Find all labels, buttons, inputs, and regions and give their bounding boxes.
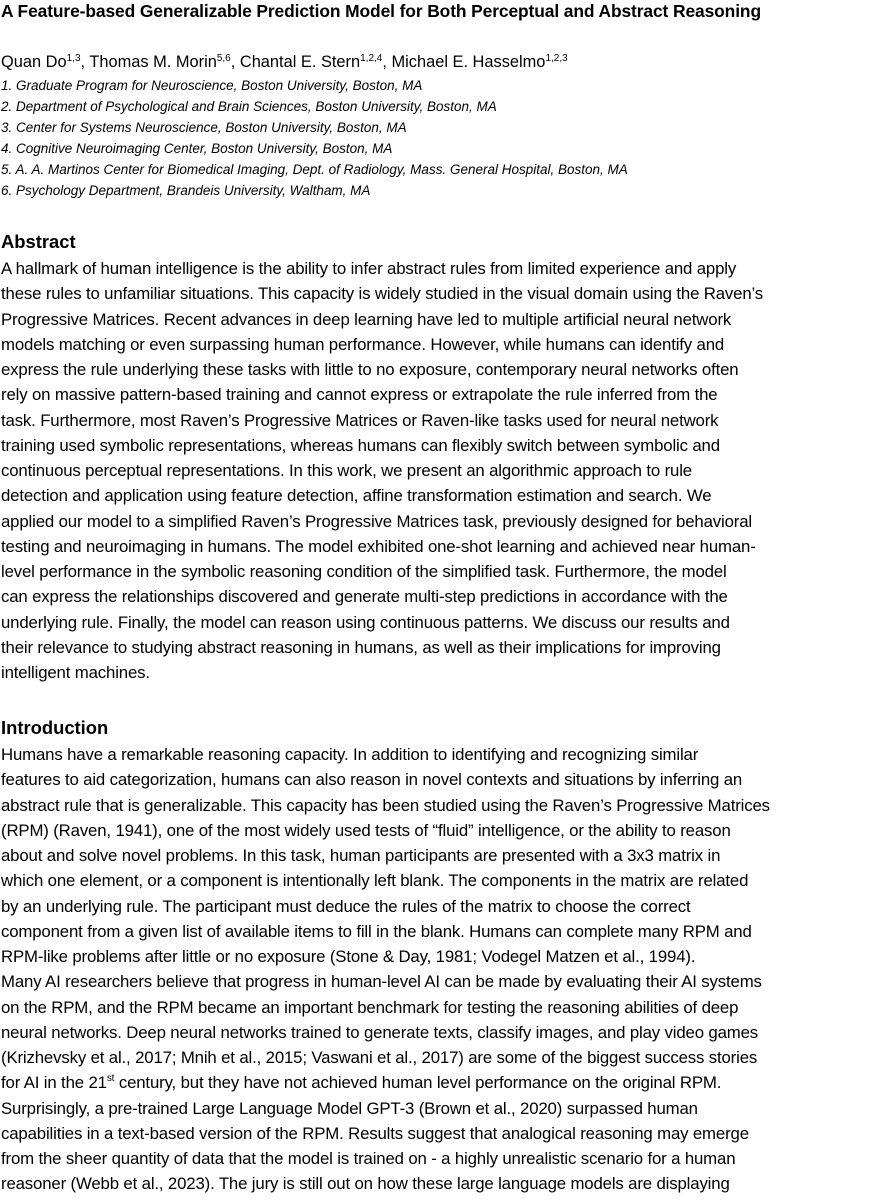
author-affiliation-marker: 1,2,3 bbox=[545, 53, 568, 64]
intro-line: component from a given list of available items to fill in the blank. Humans can complete many RPM and bbox=[1, 921, 752, 941]
abstract-line: level performance in the symbolic reasoning condition of the simplified task. Furthermore, the model bbox=[1, 562, 727, 581]
intro-line-text: century, but they have not achieved human level performance on the original RPM. bbox=[114, 1073, 722, 1093]
intro-line: abstract rule that is generalizable. This capacity has been studied using the Raven’s Progressive Matrices bbox=[1, 795, 770, 815]
ordinal-suffix: st bbox=[106, 1073, 115, 1085]
author-affiliation-marker: 1,2,4 bbox=[360, 53, 383, 64]
abstract-line: testing and neuroimaging in humans. The model exhibited one-shot learning and achieved near human- bbox=[1, 536, 756, 556]
intro-line: on the RPM, and the RPM became an important benchmark for testing the reasoning abilities of deep bbox=[1, 997, 739, 1017]
intro-line: features to aid categorization, humans can also reason in novel contexts and situations by inferring an bbox=[1, 770, 743, 790]
author-separator: , bbox=[80, 53, 90, 71]
abstract-line: express the rule underlying these tasks with little to no exposure, contemporary neural networks often bbox=[1, 360, 739, 379]
intro-line-text: for AI in the 21 bbox=[1, 1073, 107, 1093]
author-separator: , bbox=[230, 53, 240, 71]
affiliation: 2. Department of Psychological and Brain Sciences, Boston University, Boston, MA bbox=[1, 99, 497, 114]
author-name: Michael E. Hasselmo bbox=[391, 53, 546, 71]
author-separator: , bbox=[382, 53, 392, 71]
abstract-line: applied our model to a simplified Raven’s Progressive Matrices task, previously designed for behavioral bbox=[1, 511, 752, 531]
intro-line: reasoner (Webb et al., 2023). The jury is still out on how these large language models are displaying bbox=[1, 1174, 730, 1194]
intro-line: capabilities in a text-based version of the RPM. Results suggest that analogical reasoning may emerge bbox=[1, 1123, 749, 1143]
abstract-line: continuous perceptual representations. In this work, we present an algorithmic approach to rule bbox=[1, 461, 692, 480]
intro-line: about and solve novel problems. In this task, human participants are presented with a 3x3 matrix in bbox=[1, 846, 721, 865]
abstract-line: these rules to unfamiliar situations. This capacity is widely studied in the visual domain using the Raven’s bbox=[1, 284, 764, 304]
abstract-line: can express the relationships discovered and generate multi-step predictions in accordance with the bbox=[1, 587, 728, 607]
affiliation: 6. Psychology Department, Brandeis University, Waltham, MA bbox=[1, 183, 371, 198]
abstract-line: detection and application using feature detection, affine transformation estimation and search. We bbox=[1, 486, 712, 506]
intro-line: Many AI researchers believe that progress in human-level AI can be made by evaluating their AI systems bbox=[1, 972, 762, 992]
abstract-line: rely on massive pattern-based training and cannot express or extrapolate the rule inferred from the bbox=[1, 385, 718, 405]
intro-line: neural networks. Deep neural networks trained to generate texts, classify images, and play video games bbox=[1, 1022, 759, 1042]
abstract-heading: Abstract bbox=[1, 231, 76, 252]
intro-line: by an underlying rule. The participant must deduce the rules of the matrix to choose the correct bbox=[1, 896, 691, 916]
intro-line: (Krizhevsky et al., 2017; Mnih et al., 2015; Vaswani et al., 2017) are some of the biggest success stories bbox=[1, 1048, 758, 1067]
affiliation: 5. A. A. Martinos Center for Biomedical Imaging, Dept. of Radiology, Mass. General Hospital, Boston, MA bbox=[1, 162, 628, 177]
author-name: Quan Do bbox=[1, 53, 67, 71]
intro-line bbox=[1, 1070, 887, 1095]
abstract-line: their relevance to studying abstract reasoning in humans, as well as their implications for improving bbox=[1, 637, 721, 657]
author-line bbox=[1, 52, 568, 72]
abstract-line: models matching or even surpassing human performance. However, while humans can identify and bbox=[1, 334, 725, 354]
abstract-line: task. Furthermore, most Raven’s Progressive Matrices or Raven-like tasks used for neural network bbox=[1, 410, 719, 430]
abstract-line: training used symbolic representations, whereas humans can flexibly switch between symbolic and bbox=[1, 435, 720, 455]
affiliation-list bbox=[1, 75, 628, 201]
paper-title: A Feature-based Generalizable Prediction Model for Both Perceptual and Abstract Reasoning bbox=[1, 1, 761, 21]
abstract-line: Progressive Matrices. Recent advances in deep learning have led to multiple artificial neural network bbox=[1, 309, 732, 329]
affiliation: 4. Cognitive Neuroimaging Center, Boston University, Boston, MA bbox=[1, 141, 393, 156]
intro-line: Surprisingly, a pre-trained Large Language Model GPT-3 (Brown et al., 2020) surpassed human bbox=[1, 1098, 698, 1118]
introduction-heading: Introduction bbox=[1, 717, 109, 738]
intro-line: which one element, or a component is intentionally left blank. The components in the matrix are related bbox=[1, 871, 749, 891]
abstract-line: intelligent machines. bbox=[1, 663, 150, 682]
author-name: Chantal E. Stern bbox=[239, 53, 361, 71]
introduction-body bbox=[1, 742, 887, 1197]
abstract-line: underlying rule. Finally, the model can reason using continuous patterns. We discuss our results and bbox=[1, 612, 730, 632]
abstract-line: A hallmark of human intelligence is the ability to infer abstract rules from limited experience and apply bbox=[1, 259, 737, 278]
intro-line: from the sheer quantity of data that the model is trained on - a highly unrealistic scenario for a human bbox=[1, 1149, 736, 1168]
intro-line: (RPM) (Raven, 1941), one of the most widely used tests of “fluid” intelligence, or the ability to reason bbox=[1, 820, 731, 840]
author-affiliation-marker: 1,3 bbox=[66, 53, 81, 64]
intro-line: RPM-like problems after little or no exposure (Stone & Day, 1981; Vodegel Matzen et al., 1994). bbox=[1, 947, 696, 966]
affiliation: 1. Graduate Program for Neuroscience, Boston University, Boston, MA bbox=[1, 78, 423, 93]
intro-line: Humans have a remarkable reasoning capacity. In addition to identifying and recognizing similar bbox=[1, 745, 699, 764]
abstract-body bbox=[1, 256, 887, 685]
author-affiliation-marker: 5,6 bbox=[216, 53, 231, 64]
author-name: Thomas M. Morin bbox=[89, 53, 217, 71]
affiliation: 3. Center for Systems Neuroscience, Boston University, Boston, MA bbox=[1, 120, 407, 135]
